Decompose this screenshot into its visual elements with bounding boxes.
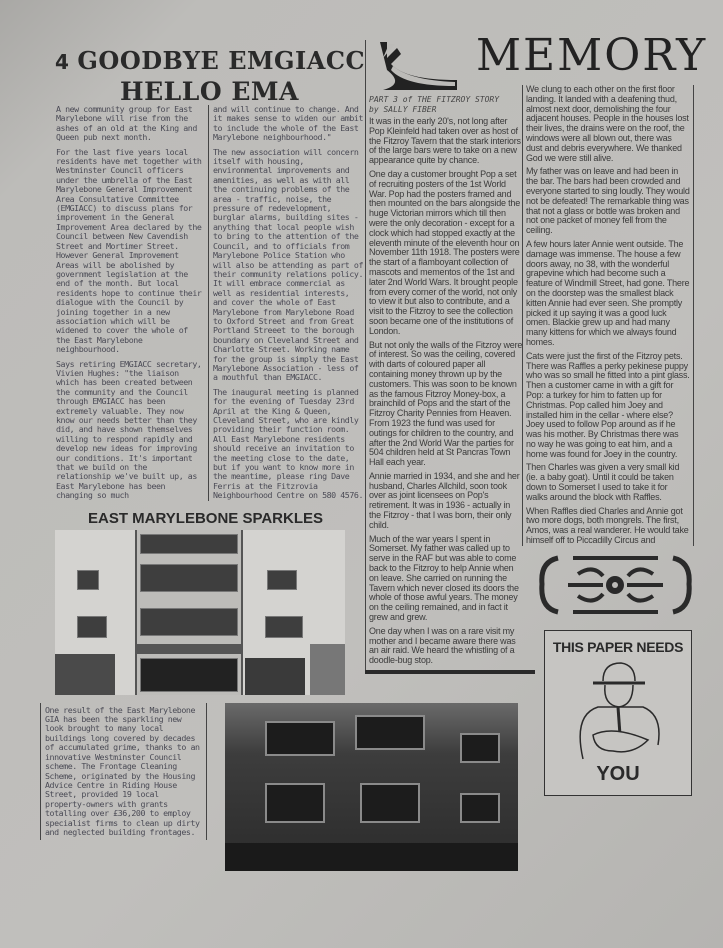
paragraph: It was in the early 20's, not long after Pop Kleinfeld had taken over as host of the Fitzroy Tavern that the stark interiors of the large bars were to take on a new appearance quite by chance. xyxy=(369,116,521,166)
paragraph: Then Charles was given a very small kid (ie. a baby goat). Until it could be taken down to Somerset I used to take it for walks around the block with Raffles. xyxy=(526,462,680,502)
emgiacc-section xyxy=(40,46,365,871)
ornament-icon xyxy=(538,554,693,616)
paragraph: Cats were just the first of the Fitzroy pets. There was Raffles a perky pekinese puppy who was so small he fitted into a pint glass. Then a customer came in with a gift for Pop: a turkey for him to fatten up for Christmas. Pop called him Joey and installed him in the cellar - where else? Joey used to follow Pop around as if he was his mother. By Christmas there was no way he was going to eat him, and a home was found for Joey in the country. xyxy=(526,350,690,459)
paragraph: The new association will concern itself with housing, environmental improvements and amenities, as well as with all the continuing problems of the area - traffic, noise, the pressure of redevelopment, burglar alarms, building sites - anything that local people wish to bring to the attention of the Council, and to officials from Marylebone Police Station who will also be attending as part of their community relations policy. It will embrace commercial as well as residential interests, and cover the whole of East Marylebone from Marylebone Road to Oxford Street and from Great Portland Streeet to the borough boundary on Cleveland Street and Charlotte Street. Working name for the group is simply the East Marylebone Association - less of a mouthful than EMGIACC. xyxy=(213,146,363,383)
byline-series: PART 3 of THE FITZROY STORY xyxy=(369,95,500,104)
poster-title: THIS PAPER NEEDS xyxy=(552,638,684,655)
paragraph: The inaugural meeting is planned for the evening of Tuesday 23rd April at the King & Queen, Cleveland Street, who are kindly providing their function room. All East Marylebone residents should receive an invitation to the meeting close to the date, but if you want to know more in the meantime, please ring Dave Ferris at the Fitzrovia Neighbourhood Centre on 580 4576. xyxy=(213,386,363,501)
memory-title: MEMORY xyxy=(476,30,708,81)
paragraph: Much of the war years I spent in Somerset. My father was called up to serve in the RAF but was able to come back to the Fitzroy to help Annie when on leave. She carried on running the Tavern which never closed its doors the whole of those awful years. The money on the ceiling remained, and in fact it grew and grew. xyxy=(369,533,519,623)
section-rule xyxy=(365,670,535,674)
page-number: 4 xyxy=(55,50,70,74)
byline-author: by SALLY FIBER xyxy=(369,105,437,114)
sparkles-row xyxy=(40,703,520,871)
paragraph: A few hours later Annie went outside. The damage was immense. The house a few doors away, no 38, with the wonderful grapevine which had become such a feature of Windmill Street, had gone. There on the doorstep was the smallest black kitten Annie had ever seen. She promptly picked it up saying it was a good luck omen. Blackie grew up and had many many kittens for which we always found homes. xyxy=(526,238,690,347)
headline-line1 xyxy=(40,46,365,75)
memory-col3-wrap xyxy=(365,40,523,674)
building-photo xyxy=(55,530,345,695)
paragraph: and will continue to change. And it makes sense to widen our ambit to include the whole of the East Marylebone neighbourhood." xyxy=(213,104,363,143)
paragraph: For the last five years local residents have met together with Westminster Council officers under the umbrella of the East Marylebone General Improvement Area Consultative Committee (EMGIACC) to discuss plans for improvement in the General Improvement Area declared by the Council between New Cavendish Street and Mortimer Street. However General Improvement Areas will be abolished by government legislation at the end of the month. But local residents hope to continue their dialogue with the Council by joining together in a new association which will be widened to cover the whole of the East Marylebone neighbourhood. xyxy=(56,146,202,355)
emgiacc-col1 xyxy=(40,75,208,506)
pointing-man-icon xyxy=(545,655,691,763)
memory-col4-wrap xyxy=(522,85,694,796)
emgiacc-col2 xyxy=(208,105,365,501)
memory-col3 xyxy=(369,117,523,666)
headline-text-1: GOODBYE EMGIACC xyxy=(77,46,366,75)
paragraph: Says retiring EMGIACC secretary, Vivien Hughes: "the liaison which has been created between the community and the Council through EMGIACC has been extremely valuable. They now know our needs better than they did, and have shown themselves willing to respond rapidly and develop new ideas for improving our conditions. It's important that we build on the relationship we've built up, as East Marylebone has been changing so much xyxy=(56,358,202,501)
poster-you: YOU xyxy=(596,762,640,785)
paragraph: When Raffles died Charles and Annie got two more dogs, both mongrels. The first, Amos, was a real wanderer. He would take himself off to Piccadilly Circus and xyxy=(526,505,689,546)
sparkles-body: One result of the East Marylebone GIA has been the sparkling new look brought to many local buildings long covered by decades of accumulated grime, thanks to an innovative Westminster Council scheme. The Frontage Cleaning Scheme, originated by the Housing Advice Centre in Riding House Street, provided 19 local property-owners with grants totalling over £36,200 to employ specialist firms to clean up dirty and neglected building frontages. xyxy=(40,703,207,841)
this-paper-needs-you-poster xyxy=(544,630,692,796)
paragraph: A new community group for East Marylebone will rise from the ashes of an old at the King and Queen pub next month. xyxy=(56,104,197,143)
sparkles-title: EAST MARYLEBONE SPARKLES xyxy=(88,509,324,527)
paragraph: My father was on leave and had been in the bar. The bars had been crowded and everyone started to sing loudly. They would not be defeated! The remarkable thing was that not a glass or bottle was broken and not one packet of money fell from the ceiling. xyxy=(526,166,690,236)
paragraph: One day when I was on a rare visit my mother and I became aware there was an air raid. We heard the whistling of a doodle-bug stop. xyxy=(369,625,516,666)
cleaned-building-photo xyxy=(225,703,518,871)
paragraph: Annie married in 1934, and she and her husband, Charles Allchild, soon took over as joint licensees on Pop's retirement. It was in 1936 - actually in the Fitzroy - that I was born, their only child. xyxy=(369,470,520,530)
memory-col4 xyxy=(522,85,694,546)
paragraph: One day a customer brought Pop a set of recruiting posters of the 1st World War. Pop had the posters framed and then mounted on the bars alongside the huge Victorian mirrors which till then were the only decoration - except for a clock which had stopped exactly at the eleventh minute of the eleventh hour on November 11th 1918. The posters were the start of a flamboyant collection of mascots and mementos of the 1st and later 2nd World Wars. It brought people from every corner of the world, not only to view it but also to contribute, and a visit to the Fitzroy to see the collection soon became one of the institutions of London. xyxy=(369,168,521,336)
paragraph: But not only the walls of the Fitzroy were of interest. So was the ceiling, covered with darts of coloured paper all containing money thrown up by the customers. This was soon to be known as the famous Fitzroy Money-box, a brainchild of Pops and the start of the Fitzroy Charity Pennies from Heaven. From 1923 the fund was used for outings for children to the country, and after the 2nd World War the parties for 504 children held at St Pancras Town Hall each year. xyxy=(369,339,523,468)
paragraph: We clung to each other on the first floor landing. It landed with a deafening thud, almost next door, demolishing the four adjacent houses. People in the houses lost their lives, the drains were on the roof, the windows were all blown out, there was dust and debris everywhere. We thanked God we were still alive. xyxy=(526,84,689,163)
headline-line2: HELLO EMA xyxy=(120,77,299,106)
